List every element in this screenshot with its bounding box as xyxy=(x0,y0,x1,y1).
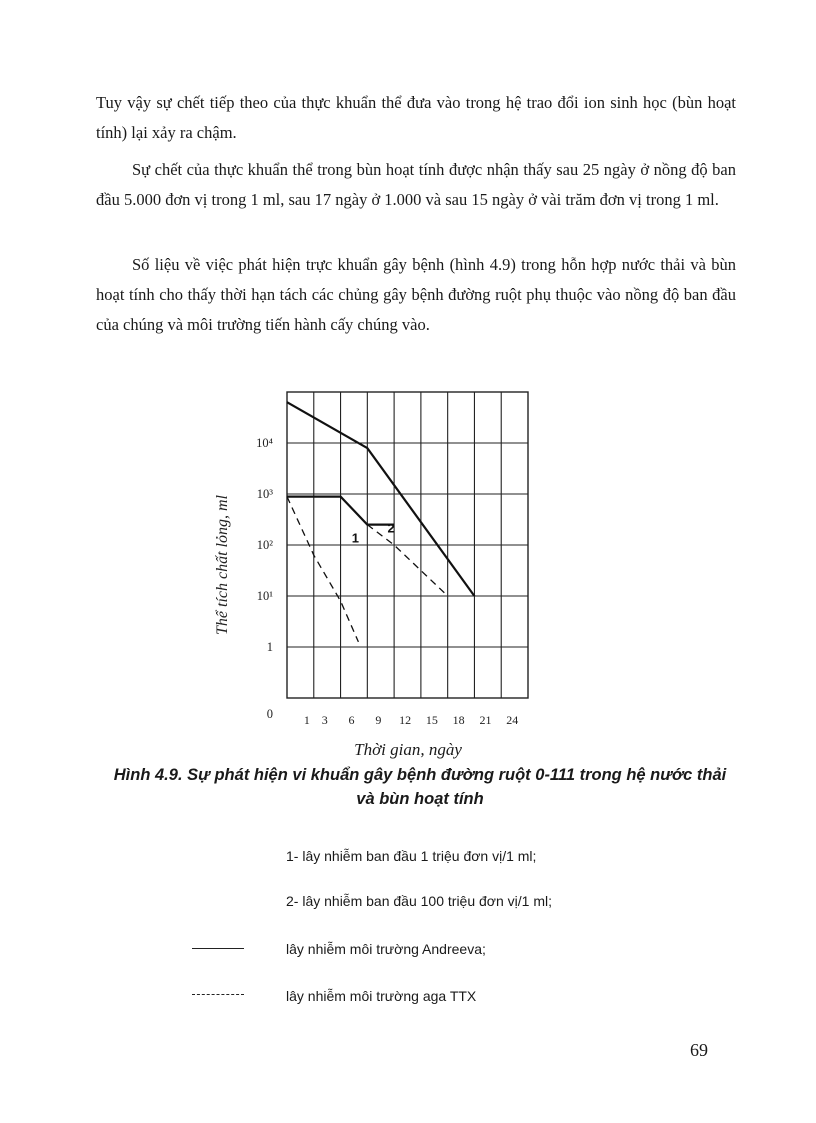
legend-item-2: 2- lây nhiễm ban đầu 100 triệu đơn vị/1 ml; xyxy=(286,893,552,909)
x-tick-label: 18 xyxy=(452,713,465,727)
y-tick-label: 1 xyxy=(266,640,273,654)
x-tick-label: 6 xyxy=(348,713,355,727)
x-tick-label: 9 xyxy=(375,713,382,727)
page-number: 69 xyxy=(690,1040,708,1060)
legend-solid-label: lây nhiễm môi trường Andreeva; xyxy=(286,941,486,957)
x-tick-label: 15 xyxy=(425,713,438,727)
legend-item-1: 1- lây nhiễm ban đầu 1 triệu đơn vị/1 ml; xyxy=(286,848,537,864)
x-tick-label: 12 xyxy=(399,713,412,727)
figure-caption: Hình 4.9. Sự phát hiện vi khuẩn gây bệnh đường ruột 0-111 trong hệ nước thải và bùn hoạt tính xyxy=(113,766,727,808)
y-tick-label: 10³ xyxy=(256,487,273,501)
y-tick-label: 10¹ xyxy=(256,589,273,603)
y-axis-label: Thể tích chất lỏng, ml xyxy=(214,495,231,635)
curve-label: 1 xyxy=(351,530,359,546)
legend-solid-line xyxy=(192,948,244,949)
series-line xyxy=(287,402,474,596)
y-tick-label: 0 xyxy=(266,707,273,721)
paragraph-1: Tuy vậy sự chết tiếp theo của thực khuẩn thể đưa vào trong hệ trao đổi ion sinh học (bùn hoạt tính) lại xảy ra chậm. xyxy=(96,93,736,142)
x-tick-label: 3 xyxy=(321,713,328,727)
legend-dashed-label: lây nhiễm môi trường aga TTX xyxy=(286,988,477,1004)
x-axis-label: Thời gian, ngày xyxy=(354,740,462,759)
figure-4-9-chart xyxy=(195,380,555,735)
paragraph-2: Sự chết của thực khuẩn thể trong bùn hoạt tính được nhận thấy sau 25 ngày ở nồng độ ban đầu 5.000 đơn vị trong 1 ml, sau 17 ngày ở 1.000 và sau 15 ngày ở vài trăm đơn vị trong 1 ml. xyxy=(96,160,736,209)
legend-dashed-line xyxy=(192,994,244,995)
x-tick-label: 24 xyxy=(506,713,519,727)
y-tick-label: 10² xyxy=(256,538,273,552)
paragraph-3: Số liệu về việc phát hiện trực khuẩn gây bệnh (hình 4.9) trong hỗn hợp nước thải và bùn hoạt tính cho thấy thời hạn tách các chủng gây bệnh đường ruột phụ thuộc vào nồng độ ban đầu của chúng và môi trường tiến hành cấy chúng vào. xyxy=(96,255,736,334)
y-tick-label: 10⁴ xyxy=(256,436,273,450)
curve-label: 2 xyxy=(387,520,395,536)
series-line xyxy=(367,525,447,596)
series-line xyxy=(287,497,358,642)
x-tick-label: 21 xyxy=(479,713,492,727)
x-tick-label: 1 xyxy=(303,713,310,727)
